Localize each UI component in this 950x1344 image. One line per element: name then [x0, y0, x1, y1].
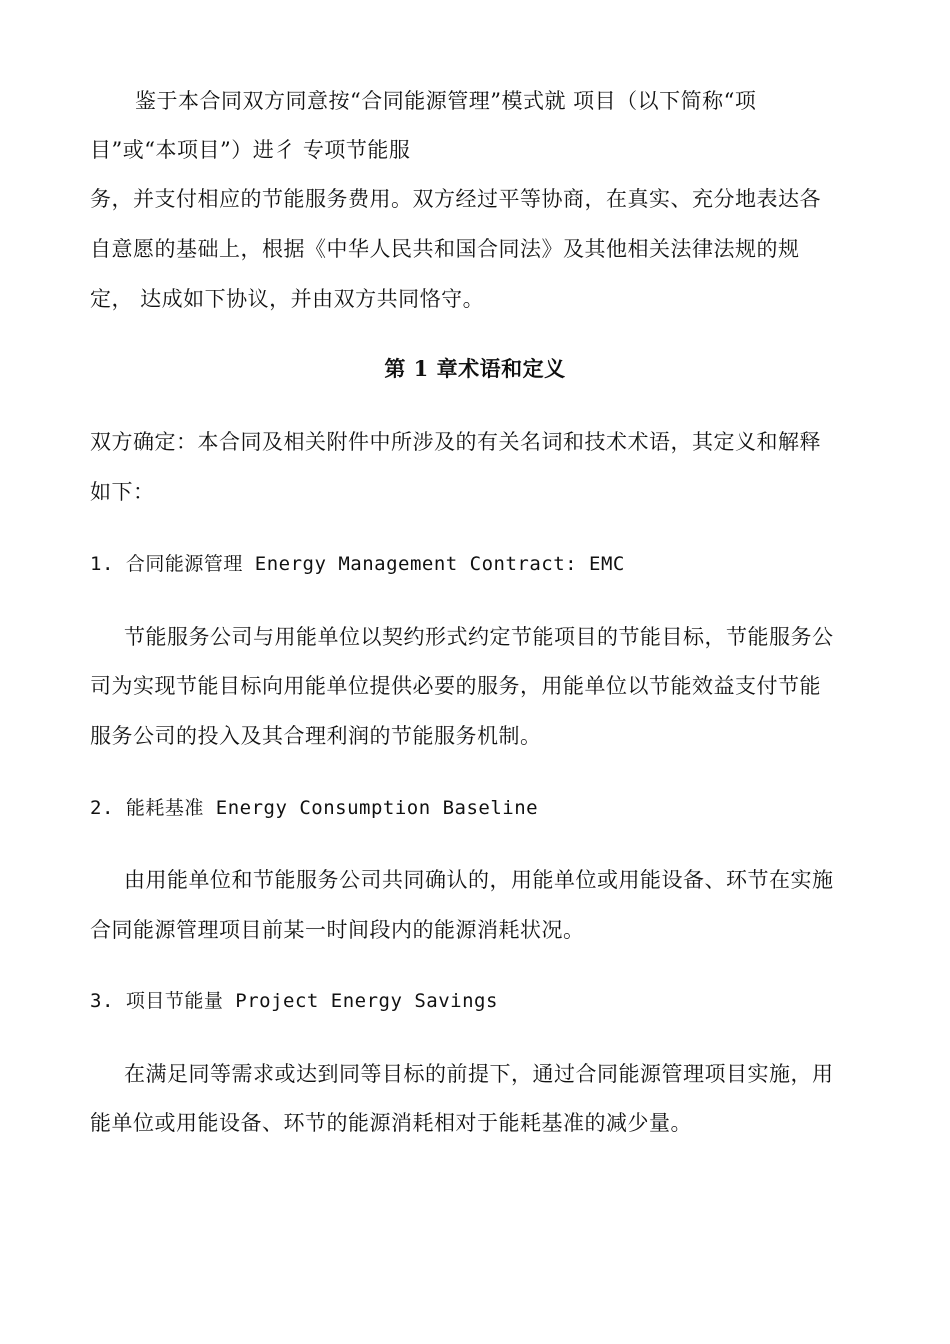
intro-line-3: 务，并支付相应的节能服务费用。双方经过平等协商，在真实、充分地表达各: [90, 187, 821, 211]
term-2-heading: 2. 能耗基准 Energy Consumption Baseline: [90, 797, 539, 819]
term-1-body-line-1: 节能服务公司与用能单位以契约形式约定节能项目的节能目标，节能服务公: [124, 625, 834, 649]
term-2-body-line-1: 由用能单位和节能服务公司共同确认的，用能单位或用能设备、环节在实施: [124, 868, 834, 892]
intro-line-5: 定， 达成如下协议，并由双方共同恪守。: [90, 287, 485, 311]
chapter-title: 第 1 章术语和定义: [384, 356, 566, 381]
term-2-body-line-2: 合同能源管理项目前某一时间段内的能源消耗状况。: [90, 918, 585, 942]
term-1-body-line-3: 服务公司的投入及其合理利润的节能服务机制。: [90, 724, 542, 748]
preamble-line-1: 双方确定：本合同及相关附件中所涉及的有关名词和技术术语，其定义和解释: [90, 430, 821, 454]
term-1-body-line-2: 司为实现节能目标向用能单位提供必要的服务，用能单位以节能效益支付节能: [90, 674, 821, 698]
intro-line-4: 自意愿的基础上，根据《中华人民共和国合同法》及其他相关法律法规的规: [90, 237, 800, 261]
term-3-heading: 3. 项目节能量 Project Energy Savings: [90, 990, 498, 1012]
term-3-body-line-1: 在满足同等需求或达到同等目标的前提下，通过合同能源管理项目实施，用: [124, 1062, 834, 1086]
preamble-line-2: 如下：: [90, 480, 155, 504]
intro-line-2: 目”或“本项目”）进彳 专项节能服: [90, 138, 411, 162]
term-1-heading: 1. 合同能源管理 Energy Management Contract: EMC: [90, 553, 625, 575]
term-3-body-line-2: 能单位或用能设备、环节的能源消耗相对于能耗基准的减少量。: [90, 1111, 692, 1135]
intro-line-1: 鉴于本合同双方同意按“合同能源管理”模式就 项目（以下简称“项: [135, 89, 757, 113]
